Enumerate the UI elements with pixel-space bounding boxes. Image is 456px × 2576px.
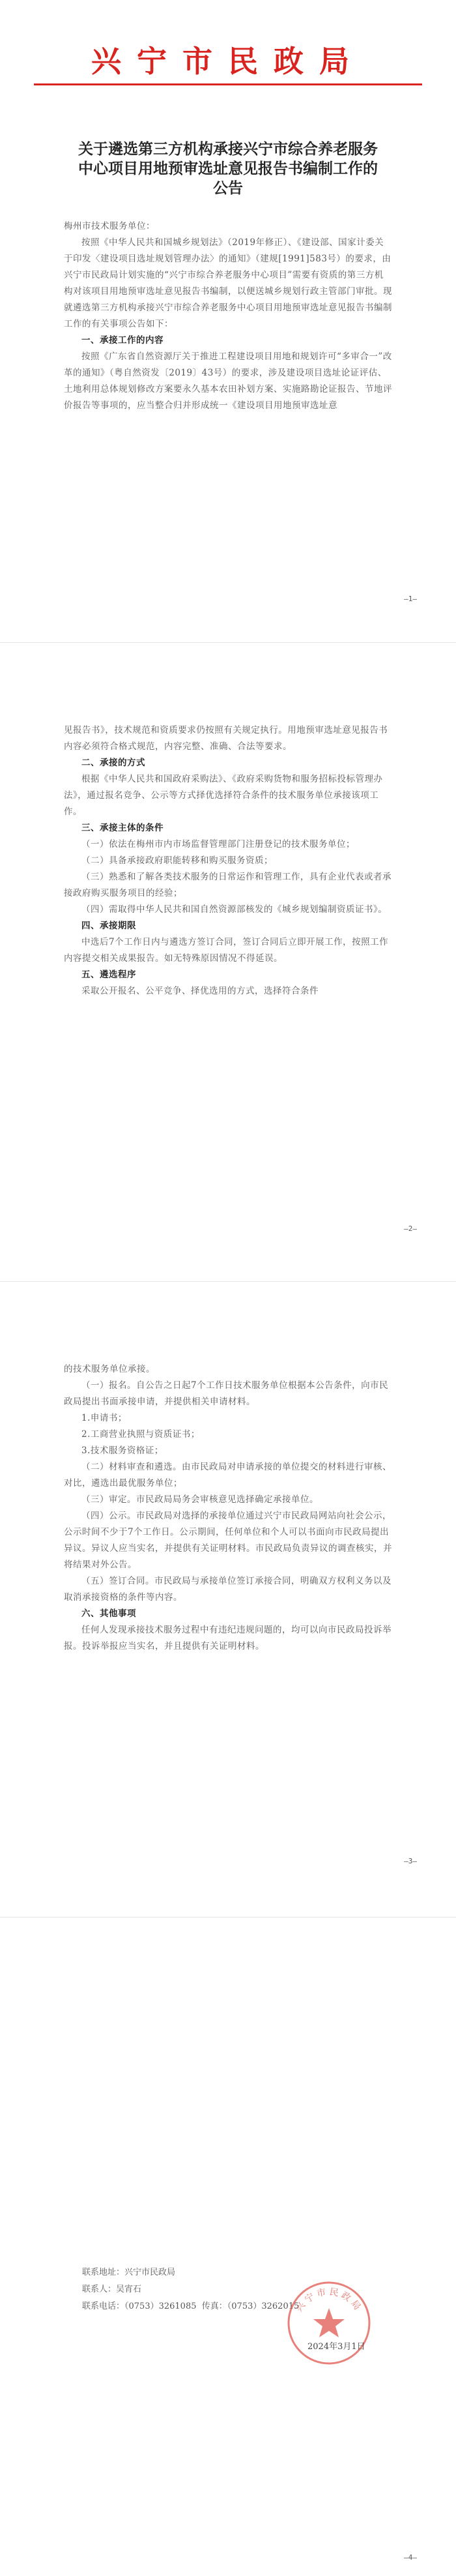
paragraph: 按照《中华人民共和国城乡规划法》（2019年修正）、《建设部、国家计委关于印发〈建设项目选址规划管理办法〉的通知》（建规[1991]583号）的要求，由兴宁市民政局计划实施的“兴宁市综合养老服务中心项目”需要有资质的第三方机构对该项目用地预审选址意见报告书编制，以便送城乡规划行政主管部门审批。现就遴选第三方机构承接兴宁市综合养老服务中心项目用地预审选址意见报告书编制工作的有关事项公告如下：: [64, 237, 392, 329]
paragraph: 采取公开报名、公平竞争、择优选用的方式，选择符合条件: [81, 986, 319, 996]
procedure-subitem: 2.工商营业执照与资质证书；: [81, 1429, 200, 1440]
document-header: [0, 0, 456, 117]
section-heading: 二、承接的方式: [81, 758, 145, 768]
page-number: —3—: [404, 1857, 417, 1865]
paragraph: 任何人发现承接技术服务过程中有违纪违规问题的，均可以向市民政局投诉举报。投诉举报应当实名，并且提供有关证明材料。: [64, 1625, 392, 1651]
official-seal-icon: [280, 2274, 378, 2372]
condition-item: （一）依法在梅州市内市场监督管理部门注册登记的技术服务单位；: [81, 839, 355, 850]
paragraph: 按照《广东省自然资源厅关于推进工程建设项目用地和规划许可“多审合一”改革的通知》（粤自然资发〔2019〕43号）的要求，涉及建设项目选址论证评估、土地利用总体规划修改方案要永久基本农田补划方案、实施路勘论证报告、节地评价报告等事项的，应当整合归并形成统一《建设项目用地预审选址意: [64, 351, 392, 411]
section-heading: 一、承接工作的内容: [81, 335, 164, 346]
page-separator: [0, 642, 456, 643]
section-heading: 六、其他事项: [81, 1608, 136, 1619]
title-line: 公告: [213, 179, 243, 197]
document-title: [64, 140, 392, 198]
page2-body: [64, 722, 392, 999]
red-divider: [34, 83, 422, 85]
salutation: 梅州市技术服务单位：: [64, 221, 155, 231]
svg-text:兴宁市民政局: 兴宁市民政局: [294, 2287, 364, 2315]
page-separator: [0, 1281, 456, 1282]
contact-value: 吴宵石: [116, 2285, 142, 2294]
org-name: 兴宁市民政局: [91, 44, 365, 79]
section-heading: 五、遴选程序: [81, 970, 136, 980]
fax-value: （0753）3262015: [227, 2302, 300, 2311]
phone-value: （0753）3261085: [124, 2302, 197, 2311]
contact-address: 联系地址：兴宁市民政局: [82, 2268, 176, 2277]
page-number: —2—: [404, 1224, 417, 1233]
page1-body: [64, 218, 392, 414]
contact-phone: 联系电话：（0753）3261085 传真：（0753）3262015: [82, 2302, 300, 2311]
condition-item: （四）需取得中华人民共和国自然资源部核发的《城乡规划编制资质证书》。: [81, 904, 388, 915]
condition-item: （二）具备承接政府职能转移和购买服务资质；: [81, 855, 273, 866]
procedure-step: （一）报名。自公告之日起7个工作日技术服务单位根据本公告条件，向市民政局提出书面承接申请，并提供相关申请材料。: [64, 1380, 389, 1407]
issue-date: 2024年3月1日: [307, 2342, 365, 2352]
address-value: 兴宁市民政局: [124, 2268, 176, 2277]
paragraph: 见报告书》，技术规范和资质要求仍按照有关规定执行。用地预审选址意见报告书内容必须符合格式规范，内容完整、准确、合法等要求。: [64, 725, 388, 752]
section-heading: 四、承接期限: [81, 921, 136, 931]
section-heading: 三、承接主体的条件: [81, 823, 164, 833]
page-number: —4—: [404, 2553, 417, 2562]
paragraph: 中选后7个工作日内与遴选方签订合同，签订合同后立即开展工作，按照工作内容提交相关成果报告。如无特殊原因情况不得延误。: [64, 937, 389, 964]
page-number: —1—: [404, 595, 417, 603]
procedure-step: （四）公示。市民政局对选择的承接单位通过兴宁市民政局网站向社会公示，公示时间不少于7个工作日。公示期间，任何单位和个人可以书面向市民政局提出异议。异议人应当实名，并提供有关证明材料。市民政局负责异议的调查核实，并将结果对外公告。: [64, 1511, 392, 1570]
procedure-step: （五）签订合同。市民政局与承接单位签订承接合同，明确双方权利义务以及取消承接资格的条件等内容。: [64, 1576, 392, 1603]
procedure-step: （三）审定。市民政局局务会审核意见选择确定承接单位。: [81, 1494, 319, 1505]
contact-person: 联系人：吴宵石: [82, 2285, 142, 2294]
procedure-subitem: 3.技术服务资格证；: [81, 1445, 164, 1456]
page3-body: [64, 1361, 392, 1655]
title-line: 关于遴选第三方机构承接兴宁市综合养老服务: [78, 140, 378, 158]
condition-item: （三）熟悉和了解各类技术服务的日常运作和管理工作，具有企业代表或者承接政府购买服务项目的经验；: [64, 872, 392, 898]
procedure-subitem: 1.申请书；: [81, 1413, 127, 1423]
title-line: 中心项目用地预审选址意见报告书编制工作的: [78, 160, 378, 177]
contact-block: [82, 2264, 299, 2315]
paragraph: 的技术服务单位承接。: [64, 1364, 155, 1374]
paragraph: 根据《中华人民共和国政府采购法》、《政府采购货物和服务招标投标管理办法》，通过报名竞争、公示等方式择优选择符合条件的技术服务单位承接该项工作。: [64, 774, 383, 817]
procedure-step: （二）材料审查和遴选。由市民政局对申请承接的单位提交的材料进行审核、对比，遴选出最优服务单位；: [64, 1462, 392, 1488]
